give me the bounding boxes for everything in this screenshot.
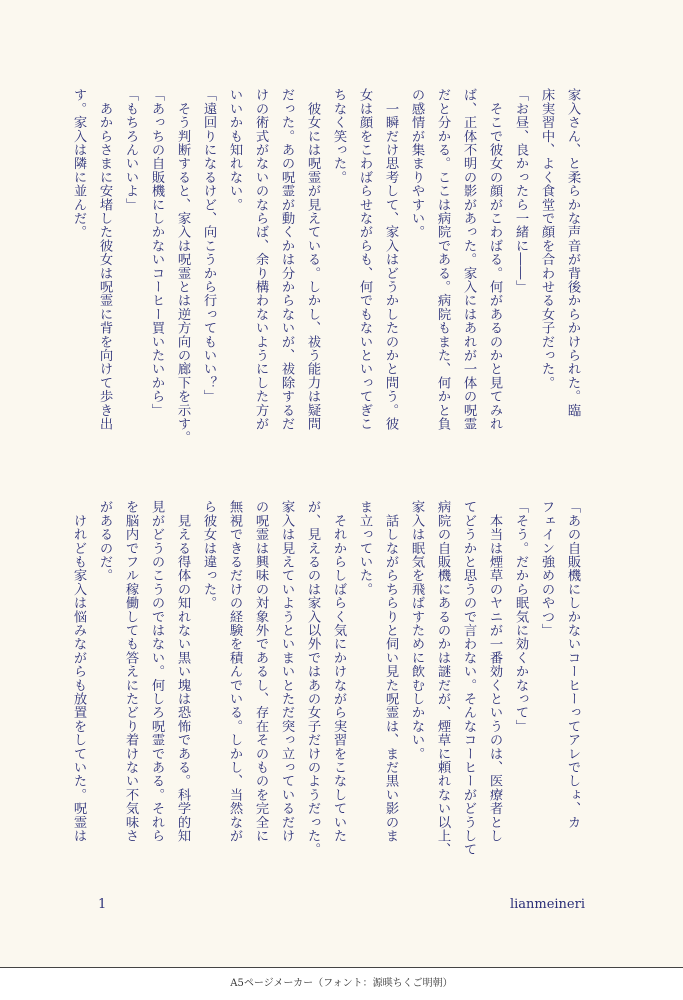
text-column: 彼女には呪霊が見えている。しかし、祓う能力は疑問	[305, 88, 320, 431]
text-column: てどうかと思うので言わない。そんなコーヒーがどうして	[461, 500, 476, 857]
text-column: 話しながらちらりと伺い見た呪霊は、まだ黒い影のま	[383, 500, 398, 843]
text-column: 本当は煙草のヤニが一番効くというのは、医療者とし	[487, 500, 502, 843]
text-column: があるのだ。	[97, 500, 112, 583]
text-column: けの術式がないのならば、余り構わないようにした方が	[253, 88, 268, 431]
text-column: いいかも知れない。	[227, 88, 242, 212]
text-column: 「お昼、良かったら一緒に――」	[513, 88, 528, 294]
text-column: 「あの自販機にしかないコーヒーってアレでしょ、カ	[565, 500, 580, 829]
text-column: を脳内でフル稼働しても答えにたどり着けない不気味さ	[123, 500, 138, 843]
text-column: そう判断すると、家入は呪霊とは逆方向の廊下を示す。	[175, 88, 190, 445]
text-column: 見がどうのこうのではない。何しろ呪霊である。それら	[149, 500, 164, 843]
text-column: ら彼女は違った。	[201, 500, 216, 610]
text-column: 「あっちの自販機にしかないコーヒー買いたいから」	[149, 88, 164, 417]
text-column: フェイン強めのやつ」	[539, 500, 554, 637]
text-column: 家入は見えていようといまいとただ突っ立っているだけ	[279, 500, 294, 843]
text-column: 家入さん、と柔らかな声音が背後からかけられた。臨	[565, 88, 580, 417]
text-column: あからさまに安堵した彼女は呪霊に背を向けて歩き出	[97, 88, 112, 431]
text-column: 「そう。だから眠気に効くかなって」	[513, 500, 528, 733]
text-column: 病院の自販機にあるのかは謎だが、煙草に頼れない以上、	[435, 500, 450, 857]
text-column: の呪霊は興味の対象外であるし、存在そのものを完全に	[253, 500, 268, 843]
text-column: そこで彼女の顔がこわばる。何があるのかと見てみれ	[487, 88, 502, 431]
author-name: lianmeineri	[509, 897, 585, 912]
text-column: 「もちろんいいよ」	[123, 88, 138, 212]
text-column: 女は顔をこわばらせながらも、何でもないといってぎこ	[357, 88, 372, 431]
text-column: ちなく笑った。	[331, 88, 346, 184]
page-number: 1	[98, 897, 107, 912]
text-column: す。家入は隣に並んだ。	[71, 88, 86, 239]
text-column: 床実習中、よく食堂で顔を合わせる女子だった。	[539, 88, 554, 390]
text-column: ば、正体不明の影があった。家入にはあれが一体の呪霊	[461, 88, 476, 431]
text-column: それからしばらく気にかけながら実習をこなしていた	[331, 500, 346, 843]
text-column: が、見えるのは家入以外ではあの女子だけのようだった。	[305, 500, 320, 857]
generator-caption: A5ページメーカー（フォント：源暎ちくご明朝）	[230, 978, 453, 989]
text-block-top	[71, 88, 585, 478]
text-column: だと分かる。ここは病院である。病院もまた、何かと負	[435, 88, 450, 431]
text-column: だった。あの呪霊が動くかは分からないが、祓除するだ	[279, 88, 294, 431]
text-column: 見える得体の知れない黒い塊は恐怖である。科学的知	[175, 500, 190, 843]
text-column: 一瞬だけ思考して、家入はどうかしたのかと問う。彼	[383, 88, 398, 431]
text-column: けれども家入は悩みながらも放置をしていた。呪霊は	[71, 500, 86, 843]
text-block-bottom	[71, 500, 585, 890]
text-column: 無視できるだけの経験を積んでいる。しかし、当然なが	[227, 500, 242, 843]
text-column: の感情が集まりやすい。	[409, 88, 424, 239]
text-column: ま立っていた。	[357, 500, 372, 596]
text-column: 家入は眠気を飛ばすために飲むしかない。	[409, 500, 424, 761]
text-column: 「遠回りになるけど、向こうから行ってもいい？」	[201, 88, 216, 404]
